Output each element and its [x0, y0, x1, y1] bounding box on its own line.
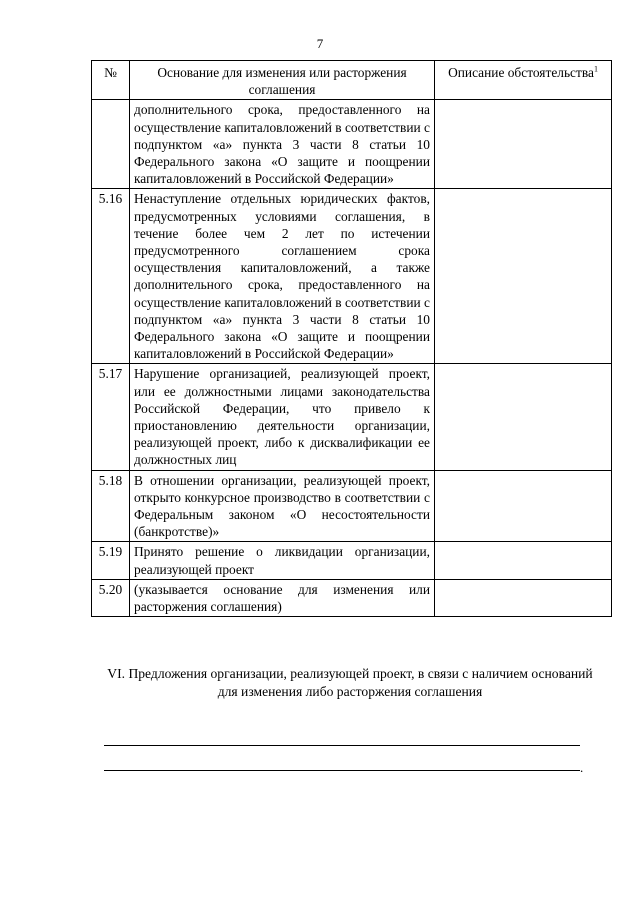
input-line-1[interactable]: [104, 745, 580, 746]
row-description[interactable]: [435, 579, 612, 616]
input-line-2[interactable]: [104, 770, 580, 771]
page-number: 7: [316, 36, 324, 51]
row-description[interactable]: [435, 364, 612, 470]
row-basis: Принято решение о ликвидации организации, реализующей проект: [130, 542, 435, 579]
trailing-period: .: [580, 760, 584, 775]
footnote-marker: 1: [593, 64, 598, 74]
row-description[interactable]: [435, 100, 612, 189]
column-header-basis: Основание для изменения или расторжения соглашения: [130, 61, 435, 100]
column-header-description-label: Описание обстоятельства: [448, 65, 594, 80]
row-description[interactable]: [435, 189, 612, 364]
row-number: 5.17: [92, 364, 130, 470]
row-basis: В отношении организации, реализующей проект, открыто конкурсное производство в соответствии с Федеральным законом «О несостоятельности (банкротстве)»: [130, 470, 435, 542]
row-basis: (указывается основание для изменения или расторжения соглашения): [130, 579, 435, 616]
table-header-row: [92, 61, 612, 100]
row-number: 5.16: [92, 189, 130, 364]
table-row: [92, 189, 612, 364]
row-basis: Ненаступление отдельных юридических фактов, предусмотренных условиями соглашения, в течение более чем 2 лет по истечении предусмотренного соглашением срока осуществления капиталовложений, а также дополнительного срока, предоставленного на осуществление капиталовложений в соответствии с подпунктом «а» пункта 3 части 8 статьи 10 Федерального закона «О защите и поощрении капиталовложений в Российской Федерации»: [130, 189, 435, 364]
section-vi-title: VI. Предложения организации, реализующей проект, в связи с наличием оснований для изменения либо расторжения соглашения: [107, 666, 593, 699]
row-number: [92, 100, 130, 189]
table-row: [92, 364, 612, 470]
table-row: [92, 542, 612, 579]
row-basis: Нарушение организацией, реализующей проект, или ее должностными лицами законодательства Российской Федерации, что привело к приостановлению деятельности организации, реализующей проект, либо к дисквалификации ее должностных лиц: [130, 364, 435, 470]
row-number: 5.19: [92, 542, 130, 579]
table-row: [92, 470, 612, 542]
table-row: [92, 100, 612, 189]
grounds-table: [91, 60, 612, 617]
row-number: 5.18: [92, 470, 130, 542]
row-number: 5.20: [92, 579, 130, 616]
column-header-description: [435, 61, 612, 100]
row-basis: дополнительного срока, предоставленного на осуществление капиталовложений в соответствии с подпунктом «а» пункта 3 части 8 статьи 10 Федерального закона «О защите и поощрении капиталовложений в Российской Федерации»: [130, 100, 435, 189]
table-row: [92, 579, 612, 616]
column-header-num: №: [92, 61, 130, 100]
row-description[interactable]: [435, 470, 612, 542]
row-description[interactable]: [435, 542, 612, 579]
